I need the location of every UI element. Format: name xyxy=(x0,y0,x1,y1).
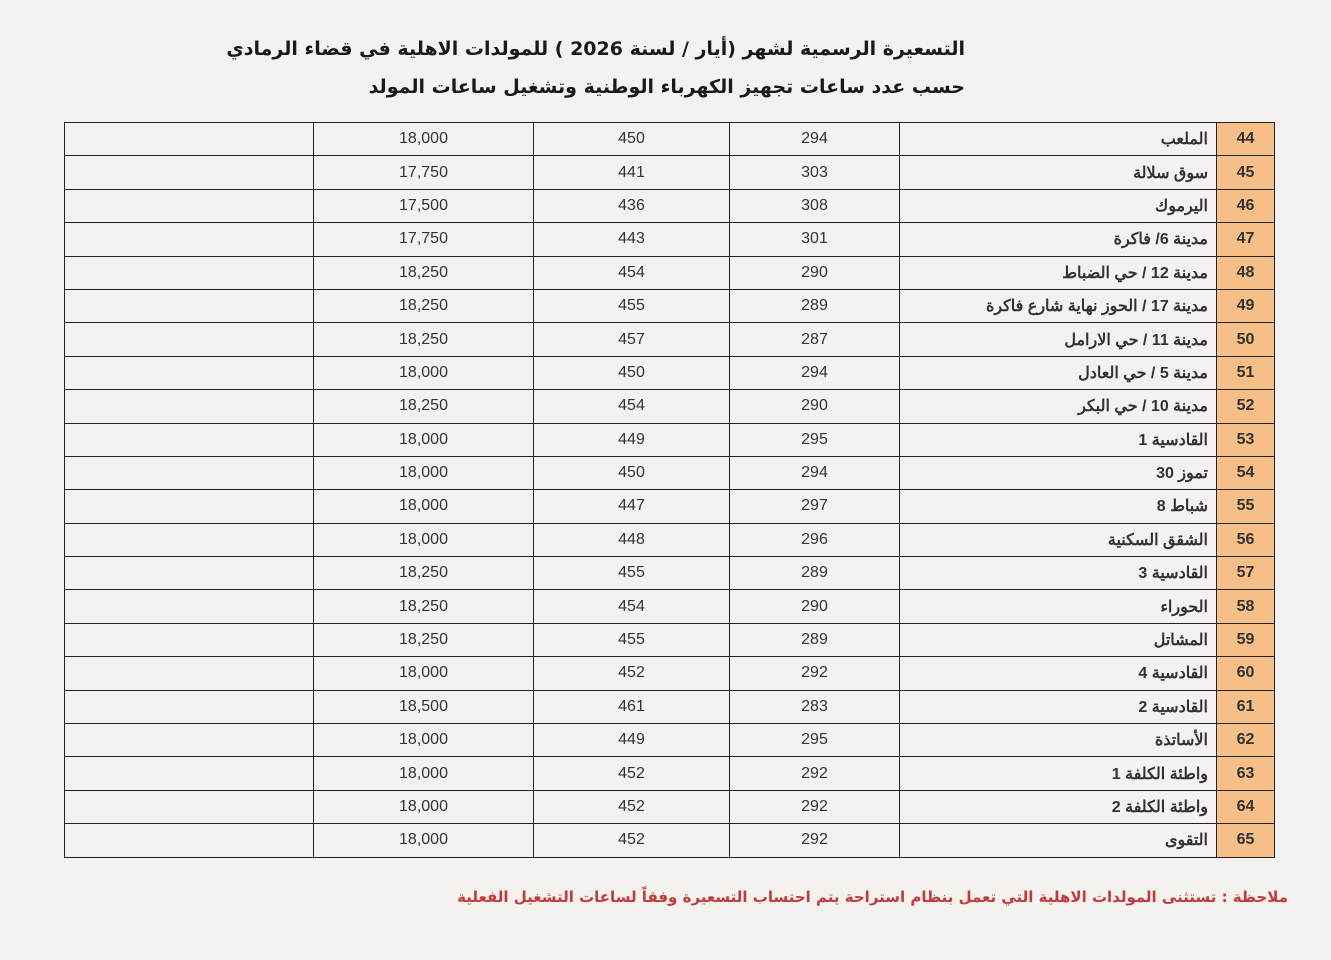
table-row xyxy=(65,189,1275,222)
supply-hours: 290 xyxy=(730,590,900,623)
supply-hours: 292 xyxy=(730,790,900,823)
generator-hours: 455 xyxy=(534,557,730,590)
supply-hours: 292 xyxy=(730,824,900,857)
row-number: 64 xyxy=(1217,790,1275,823)
supply-hours: 292 xyxy=(730,757,900,790)
supply-hours: 290 xyxy=(730,256,900,289)
price-per-ampere: 18,250 xyxy=(314,623,534,656)
empty-cell xyxy=(65,623,314,656)
empty-cell xyxy=(65,223,314,256)
price-per-ampere: 18,000 xyxy=(314,657,534,690)
area-name: الأساتذة xyxy=(900,724,1217,757)
supply-hours: 289 xyxy=(730,623,900,656)
area-name: مدينة 12 / حي الضباط xyxy=(900,256,1217,289)
supply-hours: 296 xyxy=(730,523,900,556)
supply-hours: 294 xyxy=(730,123,900,156)
empty-cell xyxy=(65,590,314,623)
supply-hours: 283 xyxy=(730,690,900,723)
area-name: تموز 30 xyxy=(900,456,1217,489)
generator-hours: 452 xyxy=(534,790,730,823)
area-name: المشاتل xyxy=(900,623,1217,656)
generator-hours: 436 xyxy=(534,189,730,222)
supply-hours: 303 xyxy=(730,156,900,189)
table-row xyxy=(65,657,1275,690)
generator-hours: 448 xyxy=(534,523,730,556)
row-number: 48 xyxy=(1217,256,1275,289)
table-row xyxy=(65,356,1275,389)
generator-hours: 461 xyxy=(534,690,730,723)
empty-cell xyxy=(65,490,314,523)
supply-hours: 287 xyxy=(730,323,900,356)
area-name: واطئة الكلفة 1 xyxy=(900,757,1217,790)
area-name: القادسية 4 xyxy=(900,657,1217,690)
price-per-ampere: 17,750 xyxy=(314,223,534,256)
empty-cell xyxy=(65,123,314,156)
document-header xyxy=(0,30,965,106)
price-per-ampere: 18,000 xyxy=(314,724,534,757)
empty-cell xyxy=(65,256,314,289)
generator-hours: 450 xyxy=(534,123,730,156)
supply-hours: 295 xyxy=(730,423,900,456)
empty-cell xyxy=(65,824,314,857)
area-name: الملعب xyxy=(900,123,1217,156)
area-name: الحوراء xyxy=(900,590,1217,623)
supply-hours: 290 xyxy=(730,390,900,423)
price-per-ampere: 17,500 xyxy=(314,189,534,222)
row-number: 54 xyxy=(1217,456,1275,489)
empty-cell xyxy=(65,557,314,590)
generator-hours: 443 xyxy=(534,223,730,256)
price-per-ampere: 18,000 xyxy=(314,757,534,790)
area-name: التقوى xyxy=(900,824,1217,857)
row-number: 59 xyxy=(1217,623,1275,656)
empty-cell xyxy=(65,456,314,489)
row-number: 49 xyxy=(1217,289,1275,322)
empty-cell xyxy=(65,189,314,222)
price-per-ampere: 18,250 xyxy=(314,390,534,423)
area-name: القادسية 1 xyxy=(900,423,1217,456)
area-name: مدينة 10 / حي البكر xyxy=(900,390,1217,423)
empty-cell xyxy=(65,390,314,423)
supply-hours: 294 xyxy=(730,456,900,489)
empty-cell xyxy=(65,323,314,356)
area-name: الشقق السكنية xyxy=(900,523,1217,556)
row-number: 44 xyxy=(1217,123,1275,156)
row-number: 45 xyxy=(1217,156,1275,189)
supply-hours: 308 xyxy=(730,189,900,222)
price-table xyxy=(64,122,1275,858)
price-per-ampere: 18,250 xyxy=(314,256,534,289)
price-per-ampere: 18,000 xyxy=(314,456,534,489)
empty-cell xyxy=(65,156,314,189)
table-row xyxy=(65,824,1275,857)
empty-cell xyxy=(65,757,314,790)
row-number: 62 xyxy=(1217,724,1275,757)
area-name: مدينة 17 / الحوز نهاية شارع فاكرة xyxy=(900,289,1217,322)
generator-hours: 449 xyxy=(534,423,730,456)
table-row xyxy=(65,256,1275,289)
generator-hours: 452 xyxy=(534,657,730,690)
generator-hours: 441 xyxy=(534,156,730,189)
generator-hours: 452 xyxy=(534,824,730,857)
area-name: اليرموك xyxy=(900,189,1217,222)
row-number: 63 xyxy=(1217,757,1275,790)
generator-hours: 449 xyxy=(534,724,730,757)
table-row xyxy=(65,123,1275,156)
row-number: 61 xyxy=(1217,690,1275,723)
table-row xyxy=(65,323,1275,356)
area-name: سوق سلالة xyxy=(900,156,1217,189)
price-per-ampere: 17,750 xyxy=(314,156,534,189)
empty-cell xyxy=(65,356,314,389)
generator-hours: 455 xyxy=(534,623,730,656)
area-name: مدينة 11 / حي الارامل xyxy=(900,323,1217,356)
row-number: 53 xyxy=(1217,423,1275,456)
generator-hours: 454 xyxy=(534,256,730,289)
empty-cell xyxy=(65,657,314,690)
supply-hours: 294 xyxy=(730,356,900,389)
row-number: 58 xyxy=(1217,590,1275,623)
price-per-ampere: 18,000 xyxy=(314,423,534,456)
table-row xyxy=(65,523,1275,556)
price-per-ampere: 18,250 xyxy=(314,289,534,322)
price-per-ampere: 18,000 xyxy=(314,824,534,857)
row-number: 56 xyxy=(1217,523,1275,556)
row-number: 65 xyxy=(1217,824,1275,857)
table-row xyxy=(65,590,1275,623)
area-name: القادسية 2 xyxy=(900,690,1217,723)
empty-cell xyxy=(65,690,314,723)
row-number: 55 xyxy=(1217,490,1275,523)
header-subtitle: حسب عدد ساعات تجهيز الكهرباء الوطنية وتشغيل ساعات المولد xyxy=(368,76,965,98)
area-name: واطئة الكلفة 2 xyxy=(900,790,1217,823)
row-number: 57 xyxy=(1217,557,1275,590)
generator-hours: 454 xyxy=(534,590,730,623)
supply-hours: 297 xyxy=(730,490,900,523)
row-number: 46 xyxy=(1217,189,1275,222)
supply-hours: 295 xyxy=(730,724,900,757)
empty-cell xyxy=(65,724,314,757)
price-per-ampere: 18,250 xyxy=(314,590,534,623)
supply-hours: 301 xyxy=(730,223,900,256)
table-row xyxy=(65,690,1275,723)
generator-hours: 457 xyxy=(534,323,730,356)
area-name: شباط 8 xyxy=(900,490,1217,523)
table-row xyxy=(65,289,1275,322)
empty-cell xyxy=(65,790,314,823)
generator-hours: 447 xyxy=(534,490,730,523)
generator-hours: 450 xyxy=(534,456,730,489)
area-name: مدينة 5 / حي العادل xyxy=(900,356,1217,389)
price-per-ampere: 18,000 xyxy=(314,523,534,556)
row-number: 47 xyxy=(1217,223,1275,256)
header-title: التسعيرة الرسمية لشهر (أيار / لسنة 2026 ) للمولدات الاهلية في قضاء الرمادي xyxy=(226,38,965,60)
price-per-ampere: 18,000 xyxy=(314,490,534,523)
row-number: 60 xyxy=(1217,657,1275,690)
price-per-ampere: 18,000 xyxy=(314,123,534,156)
empty-cell xyxy=(65,289,314,322)
area-name: القادسية 3 xyxy=(900,557,1217,590)
supply-hours: 289 xyxy=(730,289,900,322)
row-number: 52 xyxy=(1217,390,1275,423)
generator-hours: 452 xyxy=(534,757,730,790)
table-row xyxy=(65,456,1275,489)
generator-hours: 454 xyxy=(534,390,730,423)
price-per-ampere: 18,250 xyxy=(314,323,534,356)
price-table-body xyxy=(65,123,1275,858)
price-per-ampere: 18,250 xyxy=(314,557,534,590)
footnote: ملاحظة : تستثنى المولدات الاهلية التي تعمل بنظام استراحة يتم احتساب التسعيرة وفقاً لساعات التشغيل الفعلية xyxy=(457,888,1288,906)
generator-hours: 450 xyxy=(534,356,730,389)
table-row xyxy=(65,156,1275,189)
generator-hours: 455 xyxy=(534,289,730,322)
row-number: 50 xyxy=(1217,323,1275,356)
price-per-ampere: 18,000 xyxy=(314,356,534,389)
empty-cell xyxy=(65,423,314,456)
table-row xyxy=(65,757,1275,790)
empty-cell xyxy=(65,523,314,556)
area-name: مدينة 6/ فاكرة xyxy=(900,223,1217,256)
table-row xyxy=(65,724,1275,757)
price-per-ampere: 18,500 xyxy=(314,690,534,723)
table-row xyxy=(65,623,1275,656)
table-row xyxy=(65,423,1275,456)
supply-hours: 292 xyxy=(730,657,900,690)
table-row xyxy=(65,490,1275,523)
table-row xyxy=(65,557,1275,590)
table-row xyxy=(65,790,1275,823)
price-per-ampere: 18,000 xyxy=(314,790,534,823)
table-row xyxy=(65,390,1275,423)
table-row xyxy=(65,223,1275,256)
supply-hours: 289 xyxy=(730,557,900,590)
row-number: 51 xyxy=(1217,356,1275,389)
